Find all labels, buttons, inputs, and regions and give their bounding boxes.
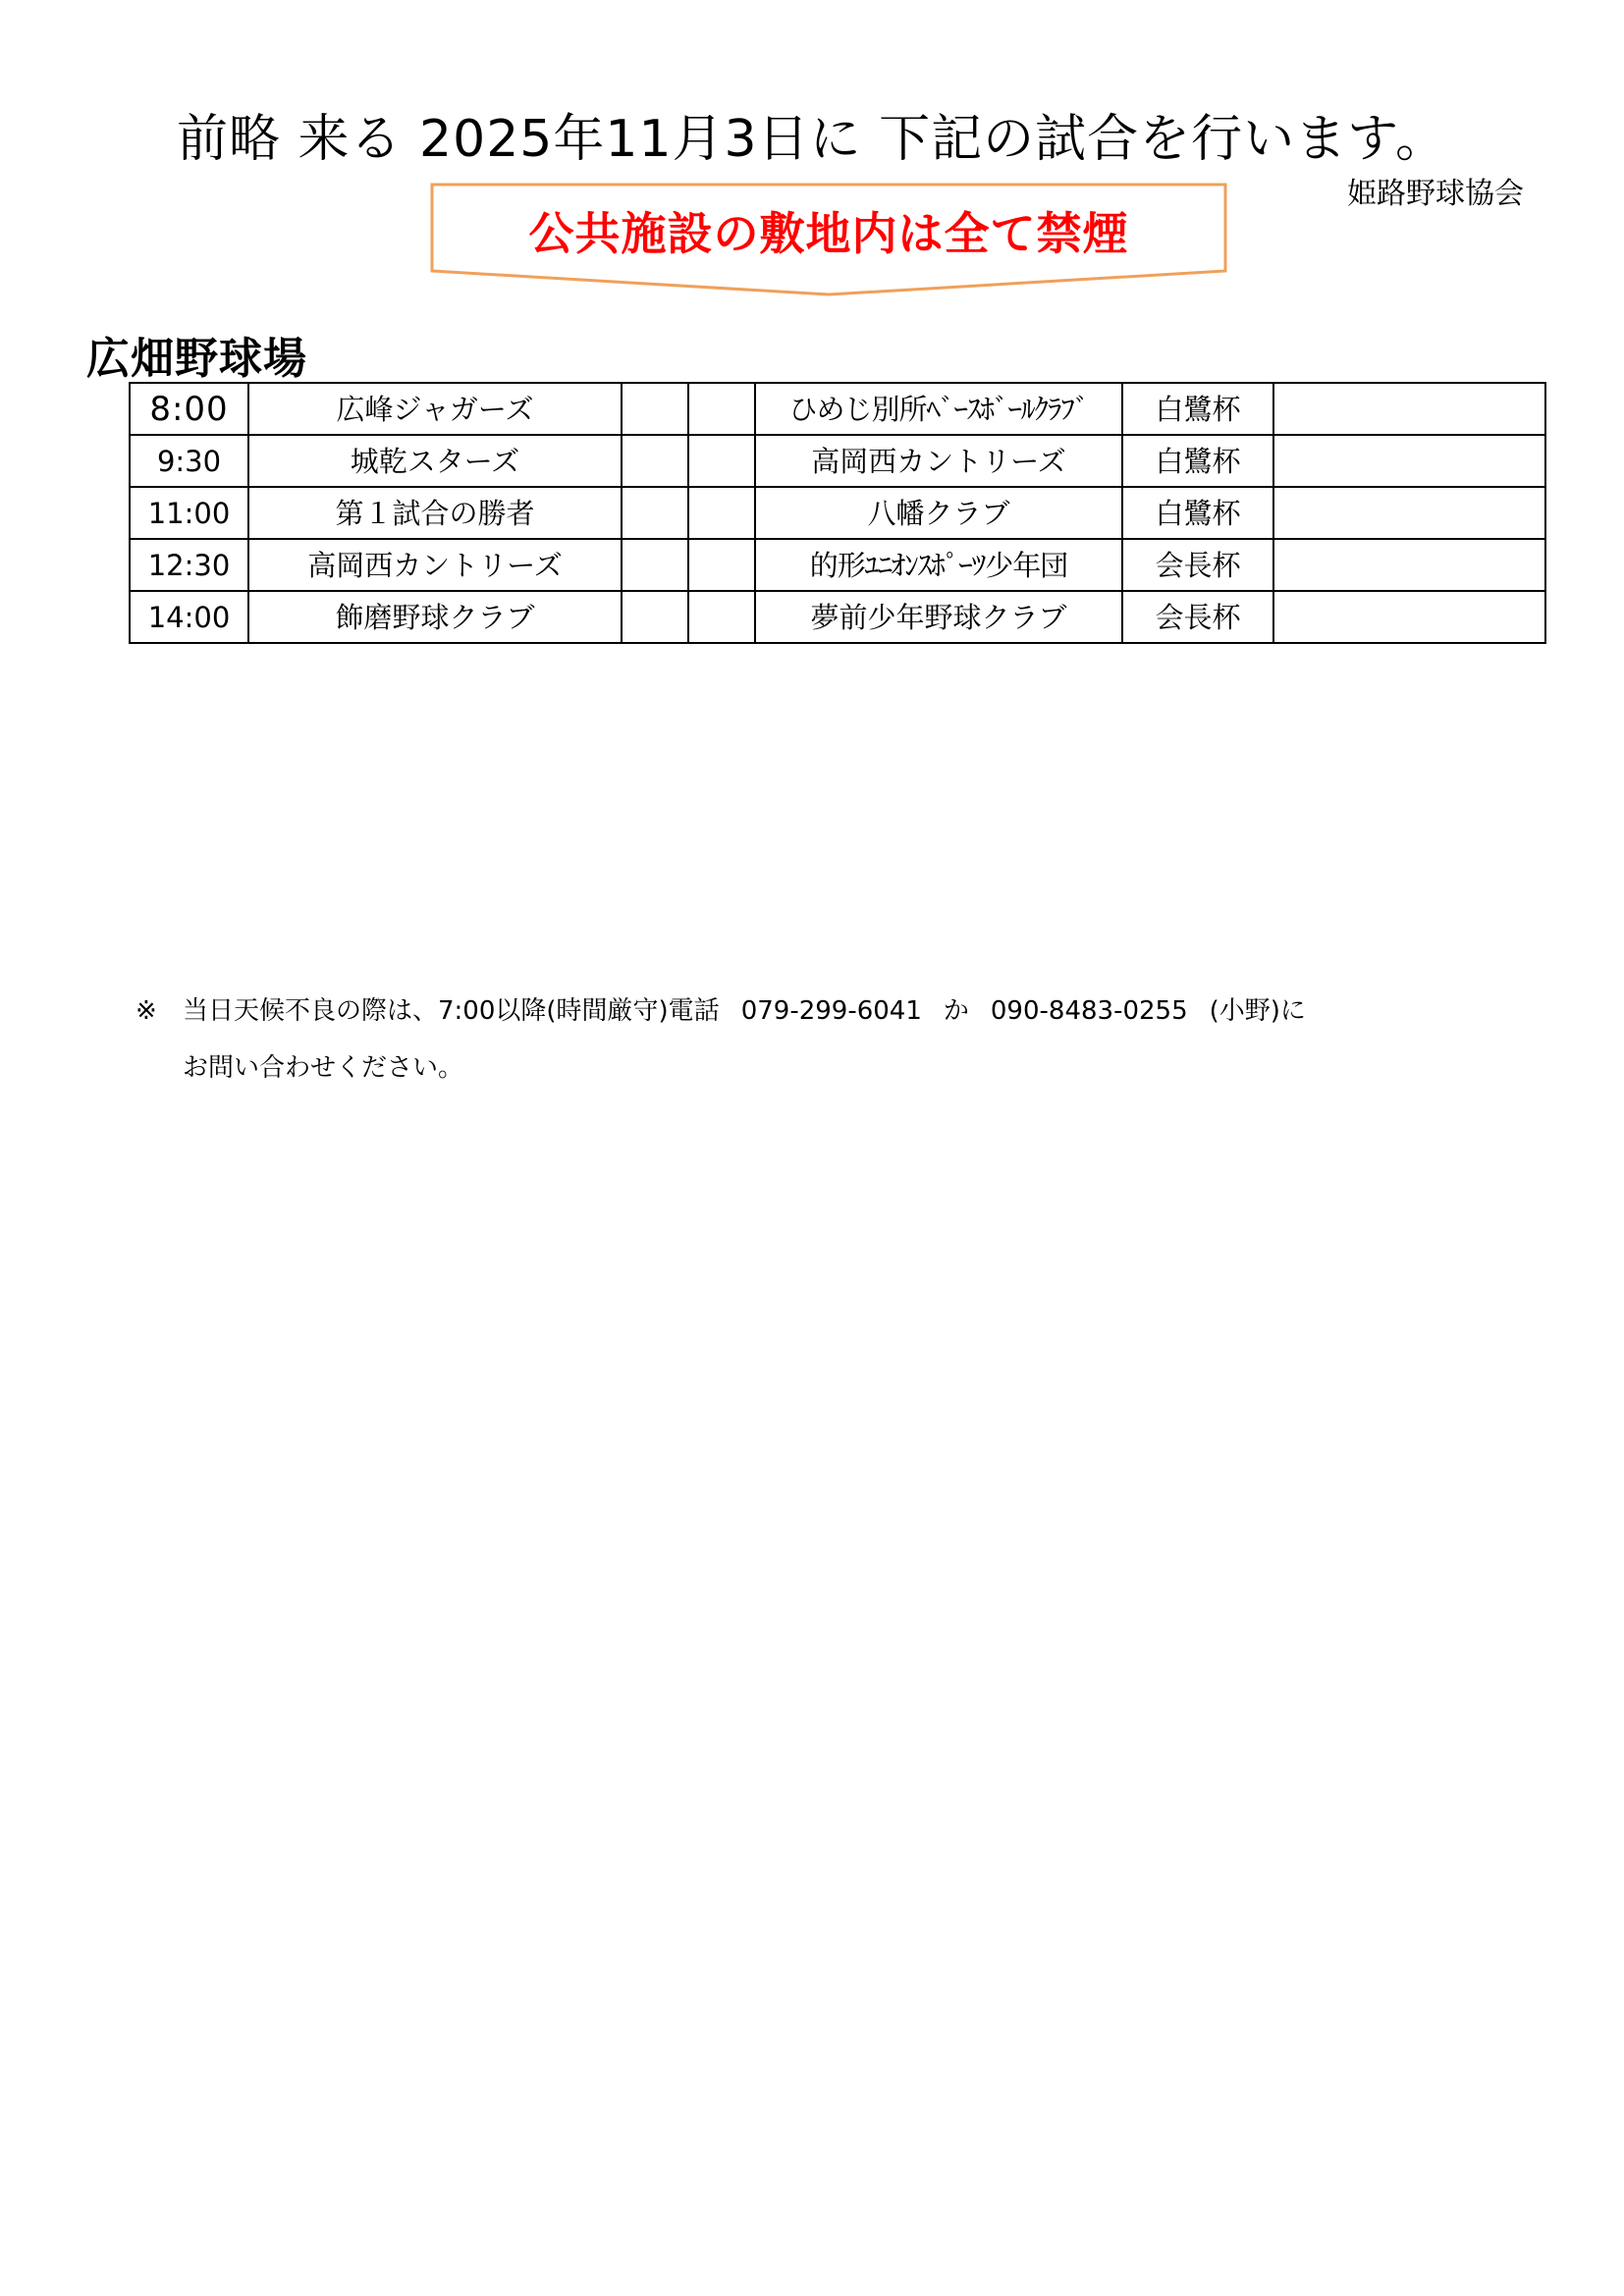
away-team: 的形ﾕﾆｵﾝｽﾎﾟｰﾂ少年団 [755, 539, 1122, 591]
away-score [688, 487, 755, 539]
phone-number-2: 090-8483-0255 [990, 996, 1188, 1026]
away-score [688, 435, 755, 487]
table-row [130, 383, 1545, 435]
cup-name: 白鷺杯 [1122, 487, 1273, 539]
away-score [688, 539, 755, 591]
away-team: 夢前少年野球クラブ [755, 591, 1122, 643]
match-time: 8:00 [130, 383, 248, 435]
home-score [622, 539, 688, 591]
no-smoking-banner [430, 183, 1227, 298]
home-team: 広峰ジャガーズ [248, 383, 622, 435]
home-team: 高岡西カントリーズ [248, 539, 622, 591]
match-time: 9:30 [130, 435, 248, 487]
match-schedule-table [129, 382, 1546, 644]
away-score [688, 383, 755, 435]
headline: 前略 来る 2025年11月3日に 下記の試合を行います。 [176, 110, 1448, 169]
contact-person: (小野)に [1209, 996, 1306, 1026]
remarks-cell [1273, 383, 1545, 435]
home-team: 城乾スターズ [248, 435, 622, 487]
home-score [622, 383, 688, 435]
venue-name: 広畑野球場 [86, 334, 307, 384]
home-team: 第１試合の勝者 [248, 487, 622, 539]
away-team: 八幡クラブ [755, 487, 1122, 539]
away-team: 高岡西カントリーズ [755, 435, 1122, 487]
match-time: 14:00 [130, 591, 248, 643]
notice-text: 当日天候不良の際は、7:00以降(時間厳守)電話 [183, 996, 720, 1026]
match-time: 11:00 [130, 487, 248, 539]
table-row [130, 487, 1545, 539]
remarks-cell [1273, 539, 1545, 591]
remarks-cell [1273, 591, 1545, 643]
home-score [622, 487, 688, 539]
notice-conjunction: か [943, 996, 969, 1026]
notice-line-2: お問い合わせください。 [183, 1053, 464, 1083]
weather-notice [135, 991, 1306, 1031]
phone-number-1: 079-299-6041 [740, 996, 922, 1026]
notice-mark: ※ [135, 996, 157, 1026]
away-score [688, 591, 755, 643]
table-row [130, 591, 1545, 643]
match-time: 12:30 [130, 539, 248, 591]
table-row [130, 539, 1545, 591]
no-smoking-text: 公共施設の敷地内は全て禁煙 [528, 207, 1129, 260]
cup-name: 会長杯 [1122, 591, 1273, 643]
home-team: 飾磨野球クラブ [248, 591, 622, 643]
cup-name: 白鷺杯 [1122, 435, 1273, 487]
home-score [622, 435, 688, 487]
cup-name: 白鷺杯 [1122, 383, 1273, 435]
remarks-cell [1273, 435, 1545, 487]
away-team: ひめじ別所ﾍﾞｰｽﾎﾞｰﾙｸﾗﾌﾞ [755, 383, 1122, 435]
cup-name: 会長杯 [1122, 539, 1273, 591]
table-row [130, 435, 1545, 487]
remarks-cell [1273, 487, 1545, 539]
home-score [622, 591, 688, 643]
organizer-name: 姫路野球協会 [1347, 177, 1524, 211]
